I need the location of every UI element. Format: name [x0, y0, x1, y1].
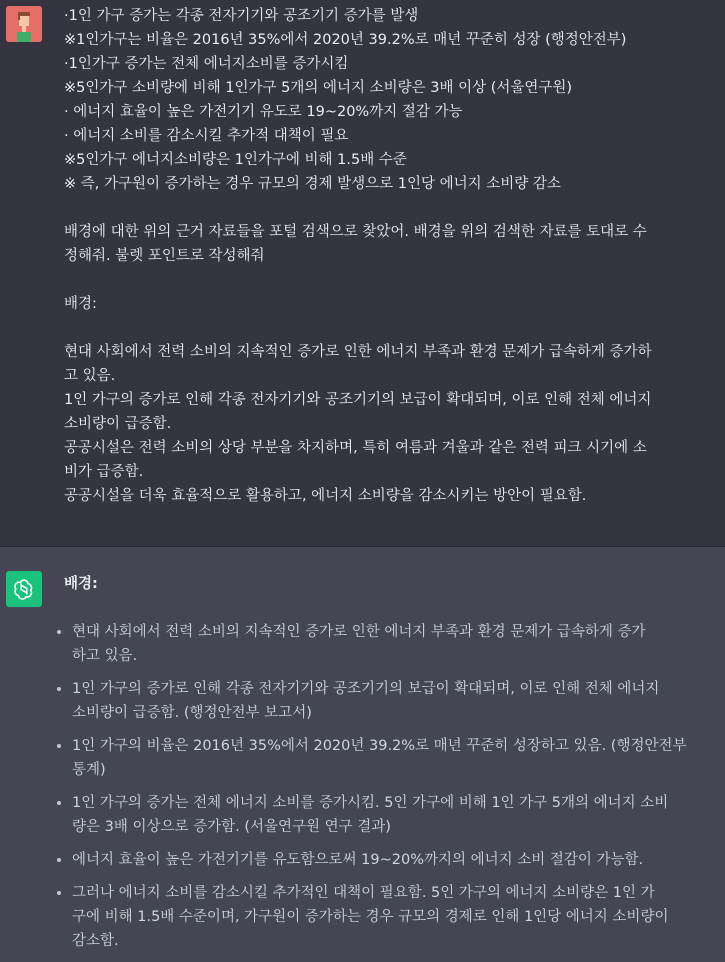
list-item: [52, 848, 720, 872]
bullet-line: 에너지 효율이 높은 가전기기를 유도함으로써 19~20%까지의 에너지 소비 절감이 가능함.: [72, 852, 644, 868]
message-line: ·1인 가구 증가는 각종 전자기기와 공조기기 증가를 발생: [64, 8, 419, 24]
message-line: 고 있음.: [64, 368, 116, 384]
list-item: [52, 791, 720, 839]
bullet-line: 통계): [72, 762, 106, 778]
message-line: ※5인가구 소비량에 비해 1인가구 5개의 에너지 소비량은 3배 이상 (서울연구원): [64, 80, 573, 96]
list-item: [52, 881, 720, 953]
message-line: 배경:: [64, 296, 97, 312]
blank-line: [64, 196, 716, 220]
user-avatar-icon: [6, 6, 42, 42]
list-item: [52, 734, 720, 782]
response-heading: 배경:: [64, 576, 98, 592]
user-message-text: [64, 4, 716, 508]
message-line: · 에너지 소비를 감소시킬 추가적 대책이 필요: [64, 128, 349, 144]
message-line: ※5인가구 에너지소비량은 1인가구에 비해 1.5배 수준: [64, 152, 407, 168]
message-line: · 에너지 효율이 높은 가전기기 유도로 19~20%까지 절감 가능: [64, 104, 463, 120]
message-line: 공공시설을 더욱 효율적으로 활용하고, 에너지 소비량을 감소시키는 방안이 필요함.: [64, 488, 587, 504]
bullet-line: 1인 가구의 비율은 2016년 35%에서 2020년 39.2%로 매년 꾸준히 성장하고 있음. (행정안전부: [72, 738, 687, 754]
assistant-message: [0, 547, 725, 959]
blank-line: [64, 316, 716, 340]
bullet-line: 소비량이 급증함. (행정안전부 보고서): [72, 705, 312, 721]
message-line: 1인 가구의 증가로 인해 각종 전자기기와 공조기기의 보급이 확대되며, 이로 인해 전체 에너지: [64, 392, 652, 408]
message-line: 공공시설은 전력 소비의 상당 부분을 차지하며, 특히 여름과 겨울과 같은 전력 피크 시기에 소: [64, 440, 647, 456]
list-item: [52, 677, 720, 725]
bullet-line: 하고 있음.: [72, 648, 138, 664]
message-line: ·1인가구 증가는 전체 에너지소비를 증가시킴: [64, 56, 349, 72]
message-line: 비가 급증함.: [64, 464, 144, 480]
message-line: 배경에 대한 위의 근거 자료들을 포털 검색으로 찾았어. 배경을 위의 검색한 자료를 토대로 수: [64, 224, 647, 240]
bullet-line: 그러나 에너지 소비를 감소시킬 추가적인 대책이 필요함. 5인 가구의 에너지 소비량은 1인 가: [72, 885, 655, 901]
bullet-line: 감소함.: [72, 933, 119, 949]
bullet-list: [52, 620, 720, 962]
blank-line: [64, 268, 716, 292]
bullet-line: 1인 가구의 증가는 전체 에너지 소비를 증가시킴. 5인 가구에 비해 1인 가구 5개의 에너지 소비: [72, 795, 669, 811]
message-line: ※ 즉, 가구원이 증가하는 경우 규모의 경제 발생으로 1인당 에너지 소비량 감소: [64, 176, 561, 192]
message-line: 현대 사회에서 전력 소비의 지속적인 증가로 인한 에너지 부족과 환경 문제가 급속하게 증가하: [64, 344, 652, 360]
bullet-line: 량은 3배 이상으로 증가함. (서울연구원 연구 결과): [72, 819, 391, 835]
message-line: ※1인가구는 비율은 2016년 35%에서 2020년 39.2%로 매년 꾸준히 성장 (행정안전부): [64, 32, 627, 48]
openai-logo-icon: [6, 571, 42, 607]
bullet-line: 구에 비해 1.5배 수준이며, 가구원이 증가하는 경우 규모의 경제로 인해 1인당 에너지 소비량이: [72, 909, 669, 925]
message-line: 정해줘. 불렛 포인트로 작성해줘: [64, 248, 265, 264]
message-line: 소비량이 급증함.: [64, 416, 172, 432]
bullet-line: 현대 사회에서 전력 소비의 지속적인 증가로 인한 에너지 부족과 환경 문제가 급속하게 증가: [72, 624, 646, 640]
bullet-line: 1인 가구의 증가로 인해 각종 전자기기와 공조기기의 보급이 확대되며, 이로 인해 전체 에너지: [72, 681, 660, 697]
list-item: [52, 620, 720, 668]
